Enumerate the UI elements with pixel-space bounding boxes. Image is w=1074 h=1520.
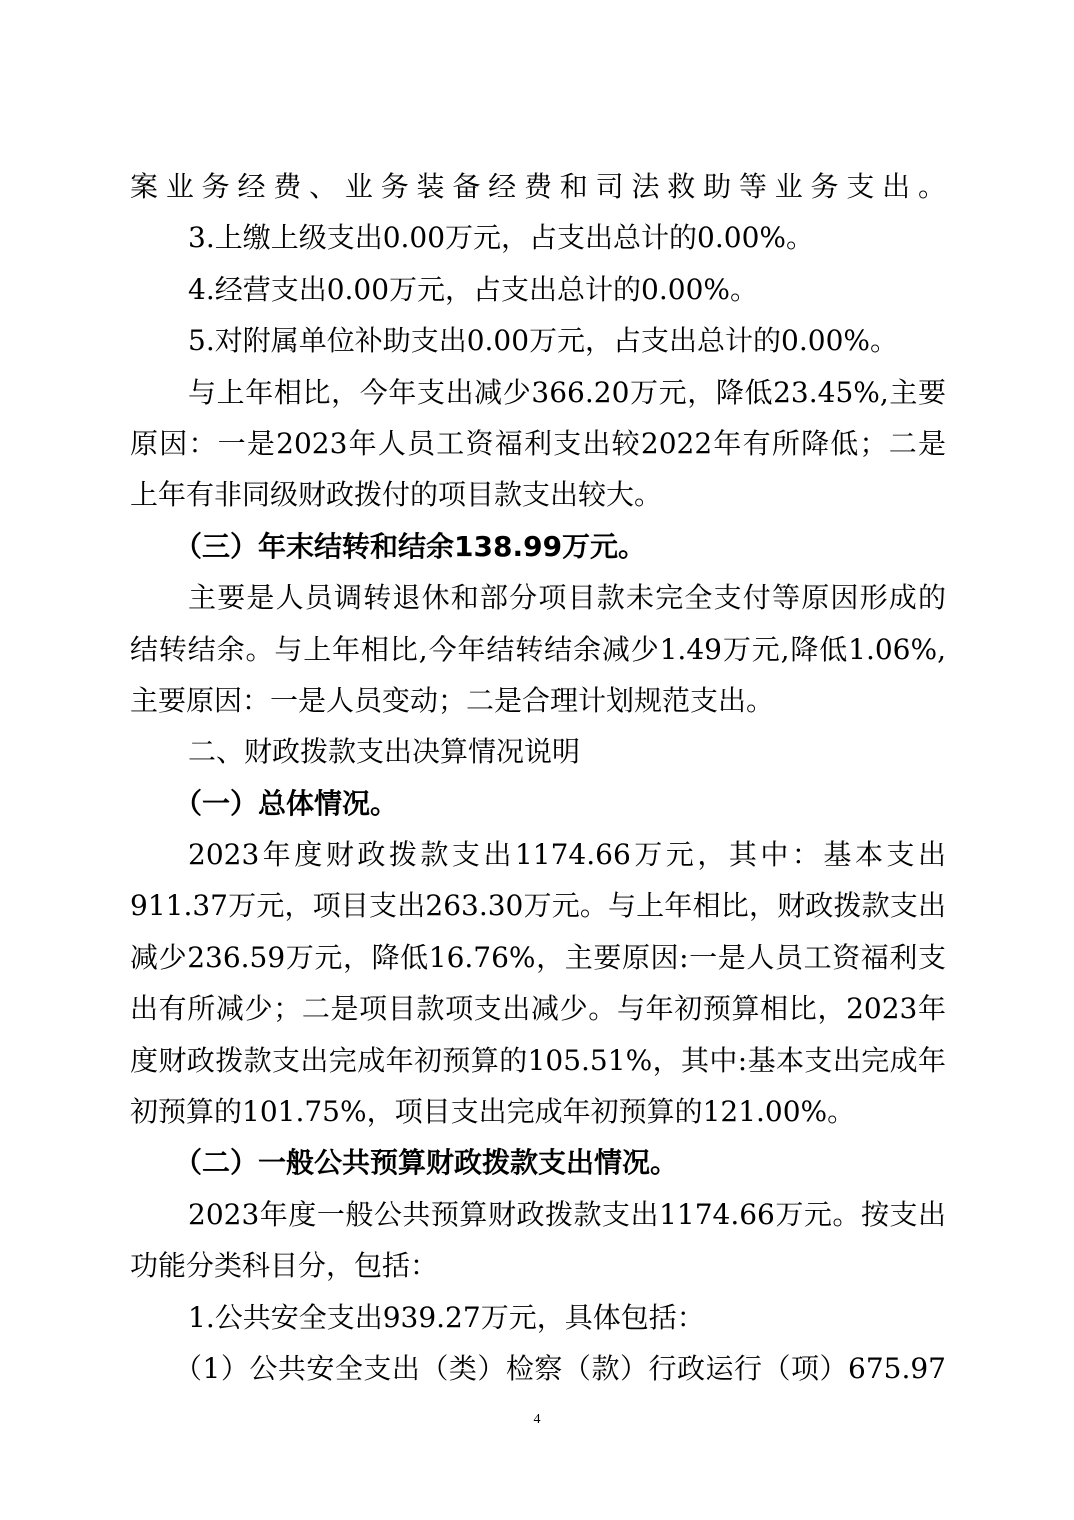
paragraph-line: 原因：一是2023年人员工资福利支出较2022年有所降低；二是 [130,426,946,460]
paragraph-line: 2023年度财政拨款支出1174.66万元，其中：基本支出 [188,838,946,872]
paragraph-line: 3.上缴上级支出0.00万元，占支出总计的0.00%。 [188,221,815,255]
paragraph-line: 与上年相比，今年支出减少366.20万元，降低23.45%,主要 [188,375,946,409]
paragraph-line: 1.公共安全支出939.27万元，具体包括： [188,1300,705,1334]
page-number: 4 [533,1412,541,1427]
paragraph-line: 上年有非同级财政拨付的项目款支出较大。 [130,478,663,512]
paragraph-line: 主要原因：一是人员变动；二是合理计划规范支出。 [130,683,775,717]
section-heading: （三）年末结转和结余138.99万元。 [174,529,647,563]
paragraph-line: 度财政拨款支出完成年初预算的105.51%，其中:基本支出完成年 [130,1043,946,1077]
paragraph-line: 出有所减少；二是项目款项支出减少。与年初预算相比，2023年 [130,992,946,1026]
paragraph-line: 2023年度一般公共预算财政拨款支出1174.66万元。按支出 [188,1197,946,1231]
paragraph-line: （1）公共安全支出（类）检察（款）行政运行（项）675.97 [174,1351,946,1385]
document-body [130,161,946,1394]
paragraph-line: 结转结余。与上年相比,今年结转结余减少1.49万元,降低1.06%, [130,632,946,666]
paragraph-line: 案业务经费、业务装备经费和司法救助等业务支出。 [130,170,946,203]
section-heading: （二）一般公共预算财政拨款支出情况。 [174,1146,679,1180]
paragraph-line: 4.经营支出0.00万元，占支出总计的0.00%。 [188,272,759,306]
paragraph-line: 主要是人员调转退休和部分项目款未完全支付等原因形成的 [188,581,946,615]
paragraph-line: 911.37万元，项目支出263.30万元。与上年相比，财政拨款支出 [130,889,946,923]
chapter-heading: 二、财政拨款支出决算情况说明 [188,735,581,769]
paragraph-line: 减少236.59万元，降低16.76%，主要原因:一是人员工资福利支 [130,940,946,974]
paragraph-line: 5.对附属单位补助支出0.00万元，占支出总计的0.00%。 [188,324,899,358]
paragraph-line: 功能分类科目分，包括： [130,1249,439,1283]
section-heading: （一）总体情况。 [174,786,399,820]
paragraph-line: 初预算的101.75%，项目支出完成年初预算的121.00%。 [130,1095,856,1129]
